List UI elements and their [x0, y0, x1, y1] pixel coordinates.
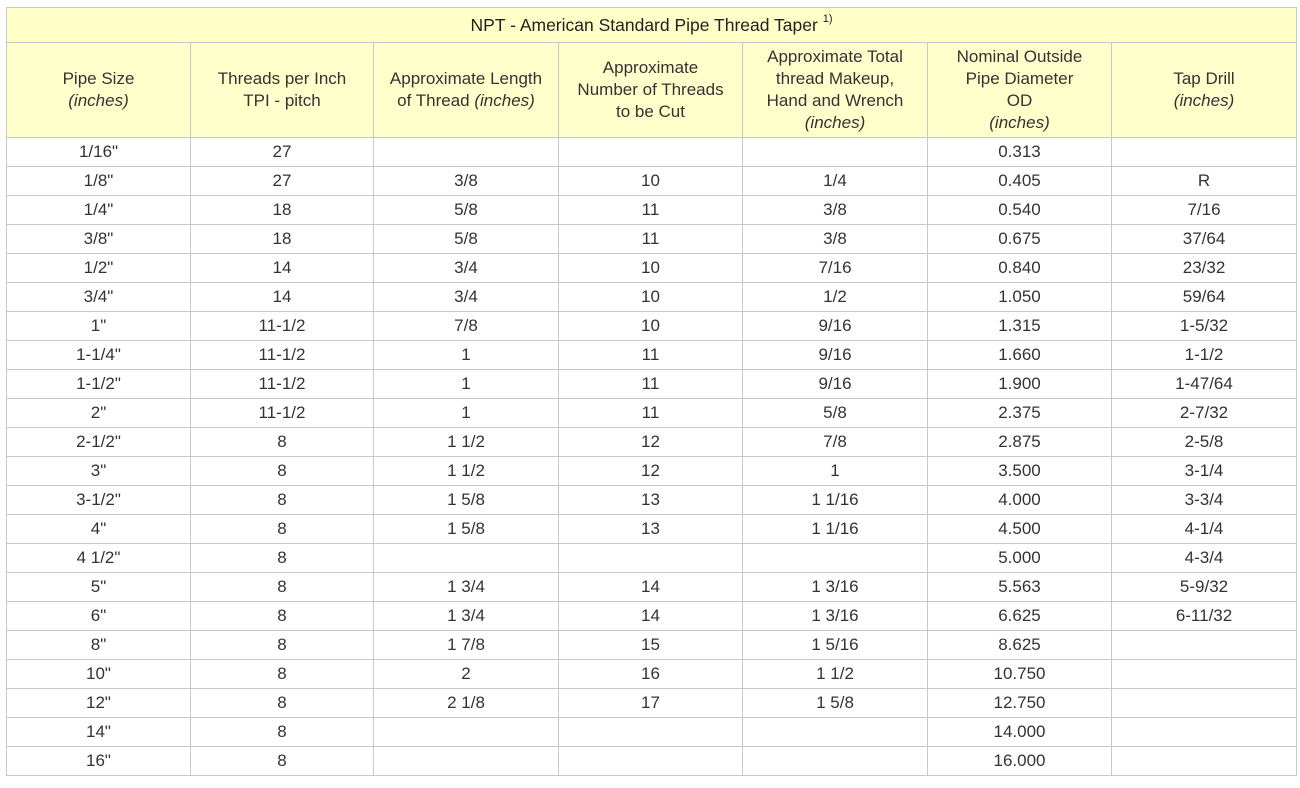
pipe-size-cell: 1-1/2"	[7, 370, 191, 399]
thread-count-cell: 17	[559, 689, 743, 718]
thread-count-cell: 14	[559, 602, 743, 631]
tpi-cell: 8	[191, 428, 374, 457]
pipe-size-cell: 6"	[7, 602, 191, 631]
npt-table-container	[6, 7, 1296, 776]
table-title-row	[7, 8, 1297, 43]
thread-count-cell: 13	[559, 486, 743, 515]
outside-diameter-cell: 12.750	[928, 689, 1112, 718]
pipe-size-cell: 5"	[7, 573, 191, 602]
thread-makeup-cell	[743, 544, 928, 573]
thread-length-cell	[374, 747, 559, 776]
pipe-size-cell: 2-1/2"	[7, 428, 191, 457]
thread-makeup-cell: 1 3/16	[743, 573, 928, 602]
outside-diameter-cell: 10.750	[928, 660, 1112, 689]
tap-drill-cell: 4-1/4	[1112, 515, 1297, 544]
thread-makeup-cell: 1/2	[743, 283, 928, 312]
thread-count-cell: 13	[559, 515, 743, 544]
tap-drill-cell	[1112, 747, 1297, 776]
thread-length-cell	[374, 718, 559, 747]
thread-count-cell: 12	[559, 428, 743, 457]
outside-diameter-cell: 0.540	[928, 196, 1112, 225]
outside-diameter-cell: 1.315	[928, 312, 1112, 341]
thread-makeup-cell: 5/8	[743, 399, 928, 428]
tap-drill-cell	[1112, 718, 1297, 747]
column-header-unit: (inches)	[68, 91, 129, 110]
tap-drill-cell: 59/64	[1112, 283, 1297, 312]
outside-diameter-cell: 1.900	[928, 370, 1112, 399]
pipe-size-cell: 14"	[7, 718, 191, 747]
thread-makeup-cell: 3/8	[743, 196, 928, 225]
tap-drill-cell: 2-5/8	[1112, 428, 1297, 457]
tpi-cell: 14	[191, 254, 374, 283]
thread-length-cell: 1	[374, 341, 559, 370]
table-title-footnote: 1)	[822, 12, 833, 25]
pipe-size-cell: 1/4"	[7, 196, 191, 225]
thread-count-cell: 11	[559, 399, 743, 428]
thread-length-cell	[374, 138, 559, 167]
pipe-size-cell: 1-1/4"	[7, 341, 191, 370]
outside-diameter-cell: 3.500	[928, 457, 1112, 486]
tpi-cell: 8	[191, 631, 374, 660]
table-row	[7, 689, 1297, 718]
pipe-size-cell: 3-1/2"	[7, 486, 191, 515]
outside-diameter-cell: 2.875	[928, 428, 1112, 457]
table-title	[7, 8, 1297, 43]
table-row	[7, 167, 1297, 196]
thread-length-cell: 1 3/4	[374, 573, 559, 602]
thread-length-cell: 1 1/2	[374, 457, 559, 486]
thread-length-cell: 2	[374, 660, 559, 689]
column-header-unit: (inches)	[474, 91, 535, 110]
tpi-cell: 8	[191, 544, 374, 573]
outside-diameter-cell: 0.675	[928, 225, 1112, 254]
tap-drill-cell: 7/16	[1112, 196, 1297, 225]
column-header-line: Number of Threads	[577, 80, 724, 99]
pipe-size-cell: 3/8"	[7, 225, 191, 254]
column-header	[743, 43, 928, 138]
column-header-line: Hand and Wrench	[766, 91, 904, 110]
outside-diameter-cell: 8.625	[928, 631, 1112, 660]
thread-count-cell: 10	[559, 283, 743, 312]
tpi-cell: 11-1/2	[191, 399, 374, 428]
thread-count-cell	[559, 544, 743, 573]
outside-diameter-cell: 4.500	[928, 515, 1112, 544]
tpi-cell: 11-1/2	[191, 341, 374, 370]
tpi-cell: 8	[191, 689, 374, 718]
thread-length-cell: 1	[374, 399, 559, 428]
tap-drill-cell: 3-3/4	[1112, 486, 1297, 515]
tpi-cell: 18	[191, 225, 374, 254]
tap-drill-cell: 37/64	[1112, 225, 1297, 254]
thread-makeup-cell	[743, 138, 928, 167]
column-header-unit: (inches)	[804, 113, 866, 132]
pipe-size-cell: 3"	[7, 457, 191, 486]
pipe-size-cell: 16"	[7, 747, 191, 776]
thread-count-cell: 11	[559, 370, 743, 399]
column-header	[559, 43, 743, 138]
tpi-cell: 8	[191, 718, 374, 747]
outside-diameter-cell: 1.660	[928, 341, 1112, 370]
tpi-cell: 11-1/2	[191, 370, 374, 399]
thread-count-cell: 14	[559, 573, 743, 602]
thread-count-cell: 10	[559, 254, 743, 283]
thread-length-cell	[374, 544, 559, 573]
outside-diameter-cell: 2.375	[928, 399, 1112, 428]
thread-makeup-cell	[743, 747, 928, 776]
table-row	[7, 370, 1297, 399]
outside-diameter-cell: 6.625	[928, 602, 1112, 631]
column-header	[1112, 43, 1297, 138]
thread-count-cell: 10	[559, 167, 743, 196]
column-header-line	[374, 90, 558, 112]
table-title-text: NPT - American Standard Pipe Thread Taper	[470, 14, 818, 35]
thread-count-cell: 12	[559, 457, 743, 486]
thread-count-cell	[559, 138, 743, 167]
thread-count-cell	[559, 718, 743, 747]
table-row	[7, 196, 1297, 225]
table-body	[7, 138, 1297, 776]
thread-count-cell: 15	[559, 631, 743, 660]
pipe-size-cell: 4"	[7, 515, 191, 544]
thread-length-cell: 1 7/8	[374, 631, 559, 660]
tap-drill-cell	[1112, 660, 1297, 689]
thread-makeup-cell: 7/16	[743, 254, 928, 283]
column-header-line: to be Cut	[616, 102, 685, 121]
tpi-cell: 8	[191, 573, 374, 602]
tap-drill-cell: 4-3/4	[1112, 544, 1297, 573]
column-header-unit: (inches)	[989, 113, 1050, 132]
thread-makeup-cell: 1	[743, 457, 928, 486]
tpi-cell: 8	[191, 457, 374, 486]
tap-drill-cell: 23/32	[1112, 254, 1297, 283]
tap-drill-cell: 1-1/2	[1112, 341, 1297, 370]
tpi-cell: 18	[191, 196, 374, 225]
column-header-line: Nominal Outside	[956, 47, 1083, 66]
pipe-size-cell: 4 1/2"	[7, 544, 191, 573]
thread-length-cell: 5/8	[374, 196, 559, 225]
thread-count-cell: 11	[559, 341, 743, 370]
thread-length-cell: 3/4	[374, 283, 559, 312]
table-row	[7, 312, 1297, 341]
column-header-line: thread Makeup,	[775, 69, 895, 88]
column-header-line: TPI - pitch	[243, 91, 321, 110]
pipe-size-cell: 1"	[7, 312, 191, 341]
thread-length-cell: 7/8	[374, 312, 559, 341]
thread-makeup-cell: 1 1/16	[743, 515, 928, 544]
thread-count-cell: 11	[559, 225, 743, 254]
tap-drill-cell	[1112, 138, 1297, 167]
thread-makeup-cell: 3/8	[743, 225, 928, 254]
column-header-line: Tap Drill	[1173, 69, 1235, 88]
tpi-cell: 8	[191, 747, 374, 776]
column-header-line: Approximate Total	[767, 47, 903, 66]
thread-makeup-cell: 1 3/16	[743, 602, 928, 631]
tpi-cell: 8	[191, 486, 374, 515]
pipe-size-cell: 1/16"	[7, 138, 191, 167]
tpi-cell: 8	[191, 660, 374, 689]
thread-makeup-cell: 9/16	[743, 370, 928, 399]
thread-length-cell: 3/4	[374, 254, 559, 283]
tap-drill-cell: 1-47/64	[1112, 370, 1297, 399]
outside-diameter-cell: 5.563	[928, 573, 1112, 602]
thread-makeup-cell: 1 1/2	[743, 660, 928, 689]
column-header	[7, 43, 191, 138]
tpi-cell: 27	[191, 138, 374, 167]
table-row	[7, 573, 1297, 602]
table-row	[7, 225, 1297, 254]
outside-diameter-cell: 4.000	[928, 486, 1112, 515]
pipe-size-cell: 3/4"	[7, 283, 191, 312]
pipe-size-cell: 1/2"	[7, 254, 191, 283]
thread-length-cell: 1 5/8	[374, 486, 559, 515]
outside-diameter-cell: 0.405	[928, 167, 1112, 196]
thread-length-cell: 5/8	[374, 225, 559, 254]
column-header-line: OD	[1006, 91, 1033, 110]
outside-diameter-cell: 5.000	[928, 544, 1112, 573]
column-header-line: Pipe Diameter	[965, 69, 1074, 88]
tap-drill-cell: 1-5/32	[1112, 312, 1297, 341]
table-row	[7, 138, 1297, 167]
thread-length-cell: 1 1/2	[374, 428, 559, 457]
tap-drill-cell	[1112, 631, 1297, 660]
tap-drill-cell: 2-7/32	[1112, 399, 1297, 428]
thread-count-cell: 11	[559, 196, 743, 225]
column-header	[928, 43, 1112, 138]
column-header-row	[7, 43, 1297, 138]
thread-makeup-cell	[743, 718, 928, 747]
thread-length-cell: 1 5/8	[374, 515, 559, 544]
table-row	[7, 718, 1297, 747]
table-row	[7, 341, 1297, 370]
thread-makeup-cell: 1 1/16	[743, 486, 928, 515]
column-header-text: of Thread	[397, 91, 470, 110]
tpi-cell: 8	[191, 515, 374, 544]
tpi-cell: 11-1/2	[191, 312, 374, 341]
column-header-line: Pipe Size	[62, 69, 135, 88]
tap-drill-cell: 6-11/32	[1112, 602, 1297, 631]
column-header	[374, 43, 559, 138]
column-header-line: Approximate Length	[389, 69, 543, 88]
column-header-line: Threads per Inch	[217, 69, 347, 88]
table-row	[7, 283, 1297, 312]
tpi-cell: 8	[191, 602, 374, 631]
thread-length-cell: 1 3/4	[374, 602, 559, 631]
tap-drill-cell: 5-9/32	[1112, 573, 1297, 602]
pipe-size-cell: 2"	[7, 399, 191, 428]
thread-makeup-cell: 1 5/16	[743, 631, 928, 660]
table-row	[7, 747, 1297, 776]
thread-makeup-cell: 9/16	[743, 312, 928, 341]
tpi-cell: 27	[191, 167, 374, 196]
thread-length-cell: 3/8	[374, 167, 559, 196]
npt-thread-table	[6, 7, 1297, 776]
pipe-size-cell: 12"	[7, 689, 191, 718]
column-header-unit: (inches)	[1173, 91, 1235, 110]
table-row	[7, 486, 1297, 515]
table-row	[7, 631, 1297, 660]
pipe-size-cell: 1/8"	[7, 167, 191, 196]
thread-makeup-cell: 1/4	[743, 167, 928, 196]
table-row	[7, 544, 1297, 573]
table-row	[7, 428, 1297, 457]
thread-length-cell: 2 1/8	[374, 689, 559, 718]
pipe-size-cell: 10"	[7, 660, 191, 689]
outside-diameter-cell: 0.313	[928, 138, 1112, 167]
outside-diameter-cell: 16.000	[928, 747, 1112, 776]
tpi-cell: 14	[191, 283, 374, 312]
outside-diameter-cell: 1.050	[928, 283, 1112, 312]
tap-drill-cell	[1112, 689, 1297, 718]
outside-diameter-cell: 0.840	[928, 254, 1112, 283]
thread-length-cell: 1	[374, 370, 559, 399]
table-row	[7, 660, 1297, 689]
pipe-size-cell: 8"	[7, 631, 191, 660]
column-header	[191, 43, 374, 138]
table-row	[7, 399, 1297, 428]
outside-diameter-cell: 14.000	[928, 718, 1112, 747]
tap-drill-cell: R	[1112, 167, 1297, 196]
table-row	[7, 457, 1297, 486]
thread-count-cell	[559, 747, 743, 776]
table-row	[7, 254, 1297, 283]
table-row	[7, 602, 1297, 631]
thread-count-cell: 16	[559, 660, 743, 689]
table-row	[7, 515, 1297, 544]
thread-makeup-cell: 9/16	[743, 341, 928, 370]
thread-makeup-cell: 7/8	[743, 428, 928, 457]
column-header-line: Approximate	[602, 58, 699, 77]
thread-makeup-cell: 1 5/8	[743, 689, 928, 718]
tap-drill-cell: 3-1/4	[1112, 457, 1297, 486]
thread-count-cell: 10	[559, 312, 743, 341]
